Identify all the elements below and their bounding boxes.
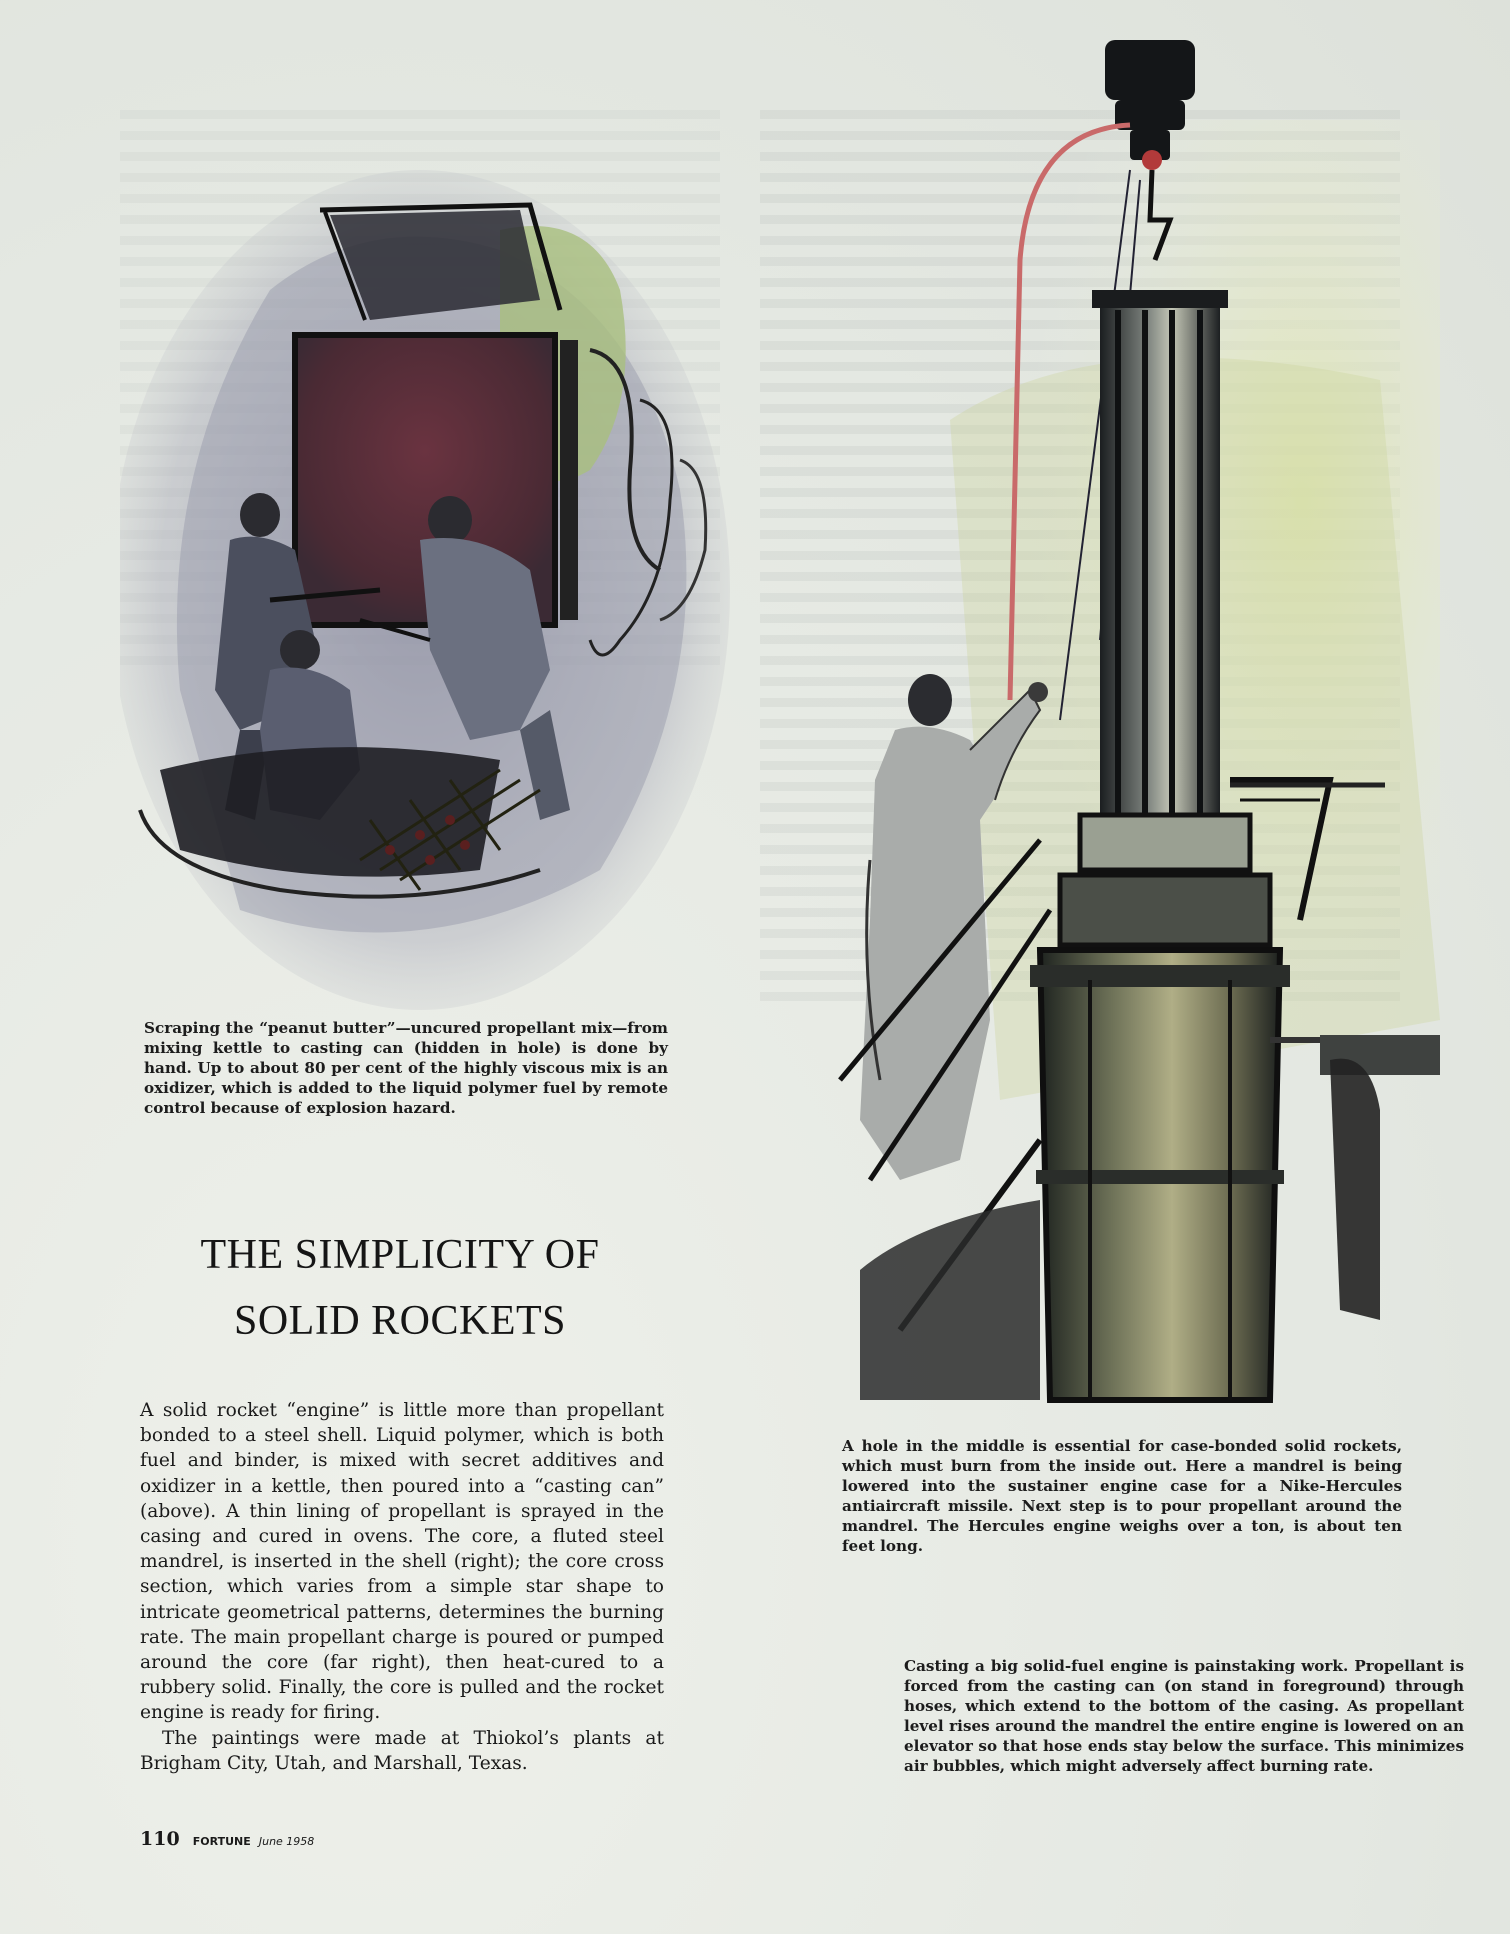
body-paragraph-1: A solid rocket “engine” is little more than propellant bonded to a steel shell. Liquid polymer, which is both fuel and binder, is mixed with secret additives and oxidizer in a kettle, then poured into a “casting can” (above). A thin lining of propellant is sprayed in the casing and cured in ovens. The core, a fluted steel mandrel, is inserted in the shell (right); the core cross section, which varies from a simple star shape to intricate geometrical patterns, determines the burning rate. The main propellant charge is poured or pumped around the core (far right), then heat-cured to a rubbery solid. Finally, the core is pulled and the rocket engine is ready for firing. (140, 1400, 664, 1724)
caption-mandrel: A hole in the middle is essential for case-bonded solid rockets, which must burn from the inside out. Here a mandrel is being lowered into the sustainer engine case for a Nike-Hercules antiaircraft missile. Next step is to pour propellant around the mandrel. The Hercules engine weighs over a ton, is about ten feet long. (842, 1437, 1402, 1555)
issue-date: June 1958 (258, 1835, 315, 1848)
article-body (140, 1398, 664, 1776)
magazine-name: FORTUNE (192, 1835, 251, 1848)
headline-line-2: SOLID ROCKETS (233, 1298, 567, 1344)
caption-mixing-kettle: Scraping the “peanut butter”—uncured propellant mix—from mixing kettle to casting can (hidden in hole) is done by hand. Up to about 80 per cent of the highly viscous mix is an oxidizer, which is added to the liquid polymer fuel by remote control because of explosion hazard. (144, 1019, 668, 1117)
painting-mandrel-casing (800, 20, 1440, 1420)
page-folio (140, 1828, 314, 1850)
article-headline (140, 1222, 660, 1354)
painting-mixing-kettle (120, 170, 730, 1010)
headline-line-1: THE SIMPLICITY OF (200, 1232, 600, 1278)
caption-casting: Casting a big solid-fuel engine is painstaking work. Propellant is forced from the casting can (on stand in foreground) through hoses, which extend to the bottom of the casing. As propellant level rises around the mandrel the entire engine is lowered on an elevator so that hose ends stay below the surface. This minimizes air bubbles, which might adversely affect burning rate. (904, 1657, 1464, 1775)
page-number: 110 (140, 1828, 180, 1850)
body-paragraph-2: The paintings were made at Thiokol’s plants at Brigham City, Utah, and Marshall, Texas. (140, 1727, 664, 1774)
